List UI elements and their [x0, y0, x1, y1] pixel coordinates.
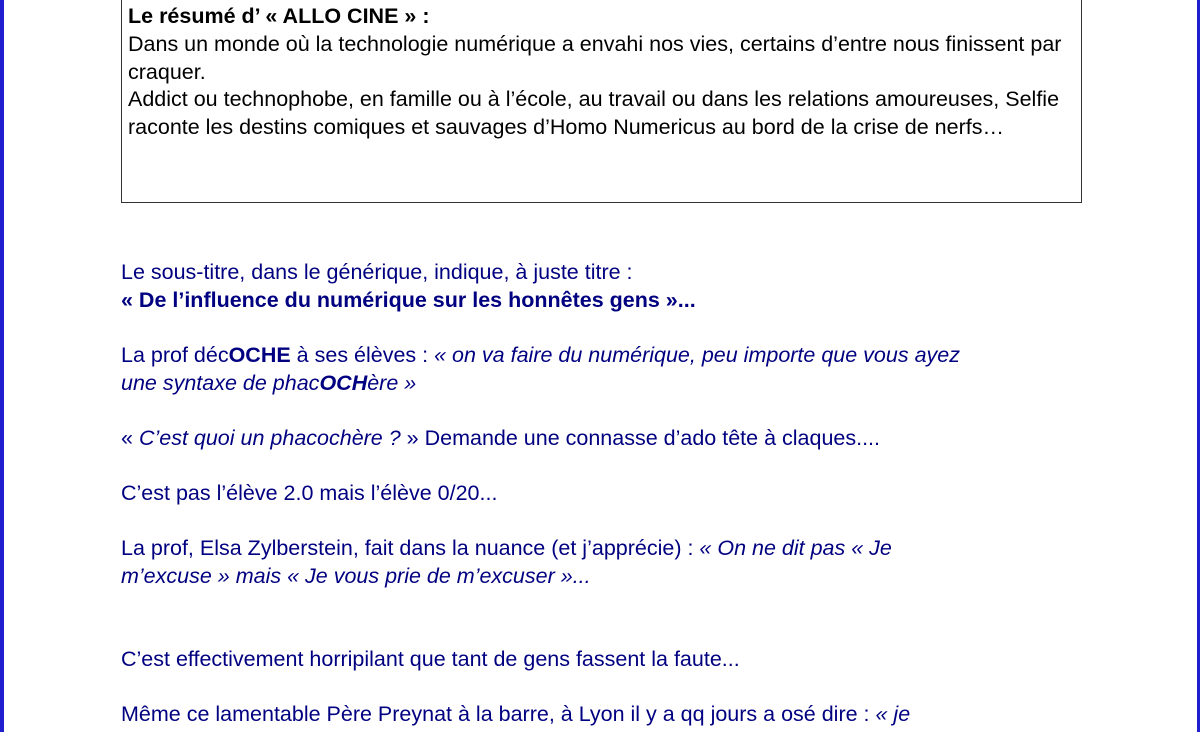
summary-text	[128, 3, 1068, 142]
prof-quote-1: « on va faire du numérique, peu importe que vous ayez	[434, 343, 960, 367]
page-frame-left	[0, 0, 4, 732]
phaco-rest: » Demande une connasse d’ado tête à claques....	[406, 426, 880, 450]
summary-box	[121, 0, 1082, 203]
phaco-open: «	[121, 426, 139, 450]
preynat-quote: « je	[875, 702, 911, 726]
horripilant-line: C’est effectivement horripilant que tant de gens fassent la faute...	[121, 647, 740, 671]
phaco-question: C’est quoi un phacochère ?	[138, 426, 407, 450]
preynat-line	[121, 701, 1081, 729]
prof-line-2	[121, 370, 1081, 398]
summary-heading: Le résumé d’ « ALLO CINE » :	[128, 4, 430, 28]
subtitle-quote: « De l’influence du numérique sur les honnêtes gens »...	[121, 288, 696, 312]
prof-text-1: La prof déc	[121, 343, 229, 367]
prof-quote-och: OCH	[319, 371, 368, 395]
phaco-line	[121, 425, 1081, 453]
nuance-quote-1: « On ne dit pas « Je	[699, 536, 892, 560]
preynat-text: Même ce lamentable Père Preynat à la barre, à Lyon il y a qq jours a osé dire :	[121, 702, 876, 726]
eleve-line: C’est pas l’élève 2.0 mais l’élève 0/20...	[121, 481, 498, 505]
summary-paragraph-1: Dans un monde où la technologie numérique a envahi nos vies, certains d’entre nous finissent par craquer.	[128, 31, 1062, 84]
summary-paragraph-2: Addict ou technophobe, en famille ou à l’école, au travail ou dans les relations amoureuses, Selfie raconte les destins comiques et sauvages d’Homo Numericus au bord de la crise de nerfs…	[128, 87, 1060, 140]
prof-text-2: à ses élèves :	[290, 343, 435, 367]
nuance-line-2: m’excuse » mais « Je vous prie de m’excuser »...	[121, 564, 591, 588]
prof-quote-2c: ère »	[367, 371, 417, 395]
subtitle-intro: Le sous-titre, dans le générique, indique, à juste titre :	[121, 260, 633, 284]
prof-line-1	[121, 342, 1081, 370]
nuance-text: La prof, Elsa Zylberstein, fait dans la nuance (et j’apprécie) :	[121, 536, 700, 560]
prof-quote-2a: une syntaxe de phac	[121, 371, 320, 395]
prof-oche: OCHE	[228, 343, 291, 367]
nuance-line-1	[121, 535, 1081, 563]
